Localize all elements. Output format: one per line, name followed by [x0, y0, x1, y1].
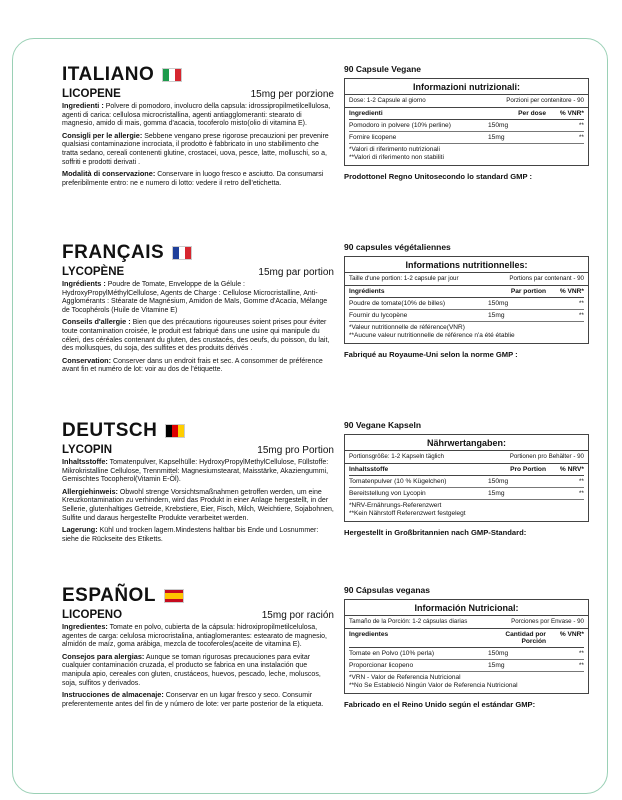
col-header-nrv: % VNR* [546, 286, 584, 298]
table-cell: ** [546, 132, 584, 144]
serving-size: Dose: 1-2 Capsule al giorno [349, 97, 426, 104]
footnote: *VRN - Valor de Referencia Nutricional [349, 673, 461, 681]
gmp-statement: Hergestellt in Großbritannien nach GMP-Standard: [344, 527, 527, 537]
col-header-nrv: % VNR* [546, 629, 584, 648]
nutrition-column [344, 420, 589, 537]
allergy-paragraph: Consigli per le allergie: Sebbene vengano prese rigorose precauzioni per prevenire qualsiasi contaminazione incrociata, il prodotto è fabbricato in uno stabilimento che tratta sedano, cereali contenenti glutine, crostacei, uova, pesce, latte, molluschi, so a, soffriti e prodotti derivati . [62, 130, 329, 166]
capsule-count: 90 capsules végétaliennes [344, 242, 451, 252]
serving-info [345, 618, 588, 629]
footnote: **Valori di riferimento non stabiliti [349, 153, 444, 161]
language-name: DEUTSCH [62, 420, 158, 441]
footnote: **Kein Nährstoff Referenzwert festgelegt [349, 509, 466, 517]
dose-per-serving: 15mg per porzione [250, 89, 334, 100]
gmp-statement: Prodottonel Regno Unitosecondo lo standard GMP : [344, 171, 533, 181]
nutrition-title: Informations nutritionnelles: [345, 260, 588, 273]
ingredients-paragraph: Inhaltsstoffe: Tomatenpulver, Kapselhülle: HydroxyPropylMethylCellulose, Füllstoffe: Mikrokristalline Cellulose, Trennmittel: Magnesiumstearat, Maisstärke, Akaziengummi, Gemischtes Tocopherol(Vitamin E-Öl). [62, 457, 329, 484]
product-name: LICOPENE [62, 88, 121, 100]
product-row [62, 444, 334, 456]
nutrition-title: Información Nutricional: [345, 603, 588, 616]
product-info [62, 242, 334, 378]
nutrition-column [344, 585, 589, 709]
nutrition-column [344, 64, 589, 181]
table-cell: Tomate en Polvo (10% perla) [349, 648, 484, 660]
col-header-nrv: % VNR* [546, 108, 584, 120]
serving-size: Tamaño de la Porción: 1-2 cápsulas diarias [349, 618, 468, 625]
flag-icon [164, 589, 184, 603]
col-header-amount: Per dose [484, 108, 546, 120]
table-cell: 15mg [484, 488, 546, 500]
nutrition-table [349, 286, 584, 322]
product-text [62, 458, 334, 544]
language-name: ESPAÑOL [62, 585, 156, 606]
table-cell: ** [546, 310, 584, 322]
table-cell: Poudre de tomate(10% de billes) [349, 298, 484, 310]
col-header-ingredient: Inhaltsstoffe [349, 464, 484, 476]
language-heading [62, 64, 334, 86]
table-cell: Bereitstellung von Lycopin [349, 488, 484, 500]
serving-size: Taille d'une portion: 1-2 capsule par jour [349, 275, 459, 282]
gmp-statement: Fabriqué au Royaume-Uni selon la norme GMP : [344, 349, 518, 359]
servings-per-container: Porciones por Envase - 90 [511, 618, 584, 625]
serving-info [345, 275, 588, 286]
footnote: **No Se Estableció Ningún Valor de Referencia Nutricional [349, 681, 518, 689]
flag-icon [162, 68, 182, 82]
product-text [62, 102, 334, 188]
capsule-count: 90 Cápsulas veganas [344, 585, 430, 595]
table-cell: Pomodoro in polvere (10% perline) [349, 120, 484, 132]
footnotes [349, 502, 584, 518]
language-heading [62, 242, 334, 264]
nutrition-title: Nährwertangaben: [345, 438, 588, 451]
flag-icon [165, 424, 185, 438]
table-cell: Tomatenpulver (10 % Kügelchen) [349, 476, 484, 488]
table-cell: Fournir du lycopène [349, 310, 484, 322]
serving-size: Portionsgröße: 1-2 Kapseln täglich [349, 453, 444, 460]
allergy-paragraph: Conseils d'allergie : Bien que des précautions rigoureuses soient prises pour éviter toute contamination croisée, le produit est fabriqué dans une usine qui manipule du céleri, des céréales contenant du gluten, des crustacés, des oeufs, du poisson, du lait, des mollusques, du soja, des sulfites et des produits dérivés . [62, 317, 330, 353]
nutrition-table [349, 464, 584, 500]
storage-paragraph: Conservation: Conserver dans un endroit frais et sec. A consommer de préférence avant fin et numéro de lot: voir au dos de l'étiquette. [62, 355, 323, 374]
capsule-count: 90 Vegane Kapseln [344, 420, 422, 430]
servings-per-container: Portionen pro Behälter - 90 [509, 453, 584, 460]
capsule-count: 90 Capsule Vegane [344, 64, 422, 74]
allergy-paragraph: Consejos para alergias: Aunque se toman rigurosas precauciones para evitar cualquier contaminación cruzada, el producto se fabrica en una instalación que manipula apio, cereales con gluten, crustáceos, huevos, pescado, leche, moluscos, soja, sulfitos y derivados. [62, 651, 321, 687]
footnotes [349, 146, 584, 162]
ingredients-paragraph: Ingredienti : Polvere di pomodoro, involucro della capsula: idrossipropilmetilcellulosa, agenti di carica: cellulosa microcristallina, agenti antiagglomeranti: stearato di magnesio, amido di mais, gomma d'acacia, tocoferolo misto(olio di vitamina E). [62, 101, 331, 128]
nutrition-title: Informazioni nutrizionali: [345, 82, 588, 95]
table-cell: ** [546, 476, 584, 488]
dose-per-serving: 15mg pro Portion [257, 445, 334, 456]
table-cell: 15mg [484, 310, 546, 322]
gmp-statement: Fabricado en el Reino Unido según el estándar GMP: [344, 699, 536, 709]
nutrition-panel [344, 78, 589, 166]
col-header-amount: Cantidad por Porción [484, 629, 546, 648]
table-cell: ** [546, 488, 584, 500]
product-row [62, 266, 334, 278]
table-cell: 150mg [484, 120, 546, 132]
footnotes [349, 324, 584, 340]
col-header-amount: Pro Portion [484, 464, 546, 476]
product-name: LICOPENO [62, 609, 123, 621]
ingredients-paragraph: Ingredientes: Tomate en polvo, cubierta de la cápsula: hidroxipropilmetilcelulosa, agentes de carga: celulosa microcristalina, antiaglomerantes: estearato de magnesio, almidón de maíz, goma arábiga, mezcla de tocoferoles(aceite de vitamina E). [62, 622, 327, 649]
nutrition-panel [344, 256, 589, 344]
table-cell: ** [546, 298, 584, 310]
table-cell: 15mg [484, 132, 546, 144]
footnote: *Valori di riferimento nutrizionali [349, 145, 440, 153]
product-name: LYCOPIN [62, 444, 113, 456]
product-text [62, 280, 334, 375]
nutrition-panel [344, 434, 589, 522]
product-info [62, 420, 334, 547]
nutrition-panel [344, 599, 589, 694]
product-info [62, 64, 334, 191]
flag-icon [172, 246, 192, 260]
table-cell: Proporcionar licopeno [349, 660, 484, 672]
table-cell: Fornire licopene [349, 132, 484, 144]
serving-info [345, 453, 588, 464]
servings-per-container: Portions par contenant - 90 [509, 275, 584, 282]
storage-paragraph: Modalità di conservazione: Conservare in luogo fresco e asciutto. Da consumarsi preferibilmente entro: ne e numero di lotto: vedere il retro dell'etichetta. [62, 169, 324, 187]
nutrition-table [349, 629, 584, 672]
table-cell: 150mg [484, 298, 546, 310]
dose-per-serving: 15mg par portion [258, 267, 334, 278]
serving-info [345, 97, 588, 108]
col-header-nrv: % NRV* [546, 464, 584, 476]
storage-paragraph: Lagerung: Kühl und trocken lagern.Mindestens haltbar bis Ende und Losnummer: siehe die Rückseite des Etiketts. [62, 525, 319, 543]
product-row [62, 609, 334, 621]
product-row [62, 88, 334, 100]
col-header-ingredient: Ingrédients [349, 286, 484, 298]
product-info [62, 585, 334, 712]
language-name: ITALIANO [62, 64, 155, 85]
footnote: *Valeur nutritionnelle de référence(VNR) [349, 323, 465, 331]
allergy-paragraph: Allergiehinweis: Obwohl strenge Vorsichtsmaßnahmen getroffen werden, um eine Kreuzkontamination zu verhindern, wird das Produkt in einer Anlage hergestellt, in der Sellerie, glutenhaltiges Getreide, Krebstiere, Eier, Fisch, Milch, Weichtiere, Sojabohnen, Sulfite und daraus hergestellte Produkte verarbeitet werden. [62, 486, 334, 522]
table-cell: 150mg [484, 476, 546, 488]
table-cell: 15mg [484, 660, 546, 672]
language-heading [62, 585, 334, 607]
col-header-ingredient: Ingredienti [349, 108, 484, 120]
language-heading [62, 420, 334, 442]
table-cell: ** [546, 660, 584, 672]
storage-paragraph: Instrucciones de almacenaje: Conservar en un lugar fresco y seco. Consumir preferentemente antes del fin de y número de lote: ver parte posterior de la etiqueta. [62, 690, 324, 708]
table-cell: 150mg [484, 648, 546, 660]
product-text [62, 623, 334, 709]
nutrition-table [349, 108, 584, 144]
col-header-amount: Par portion [484, 286, 546, 298]
language-name: FRANÇAIS [62, 242, 165, 263]
footnote: *NRV-Ernährungs-Referenzwert [349, 501, 442, 509]
footnotes [349, 674, 584, 690]
footnote: **Aucune valeur nutritionnelle de référence n'a été établie [349, 331, 515, 339]
product-name: LYCOPÈNE [62, 266, 125, 278]
servings-per-container: Porzioni per contenitore - 90 [506, 97, 584, 104]
table-cell: ** [546, 648, 584, 660]
ingredients-paragraph: Ingrédients : Poudre de Tomate, Enveloppe de la Gélule : HydroxyPropylMéthylCellulose, Agents de Charge : Cellulose Microcristalline, Anti-Agglomérants : Stéarate de Magnésium, Amidon de Maïs, Gomme d'Acacia, Mélange de Tocophérols (Huile de Vitamine E) [62, 279, 328, 314]
dose-per-serving: 15mg por ración [261, 610, 334, 621]
nutrition-column [344, 242, 589, 359]
col-header-ingredient: Ingredientes [349, 629, 484, 648]
table-cell: ** [546, 120, 584, 132]
